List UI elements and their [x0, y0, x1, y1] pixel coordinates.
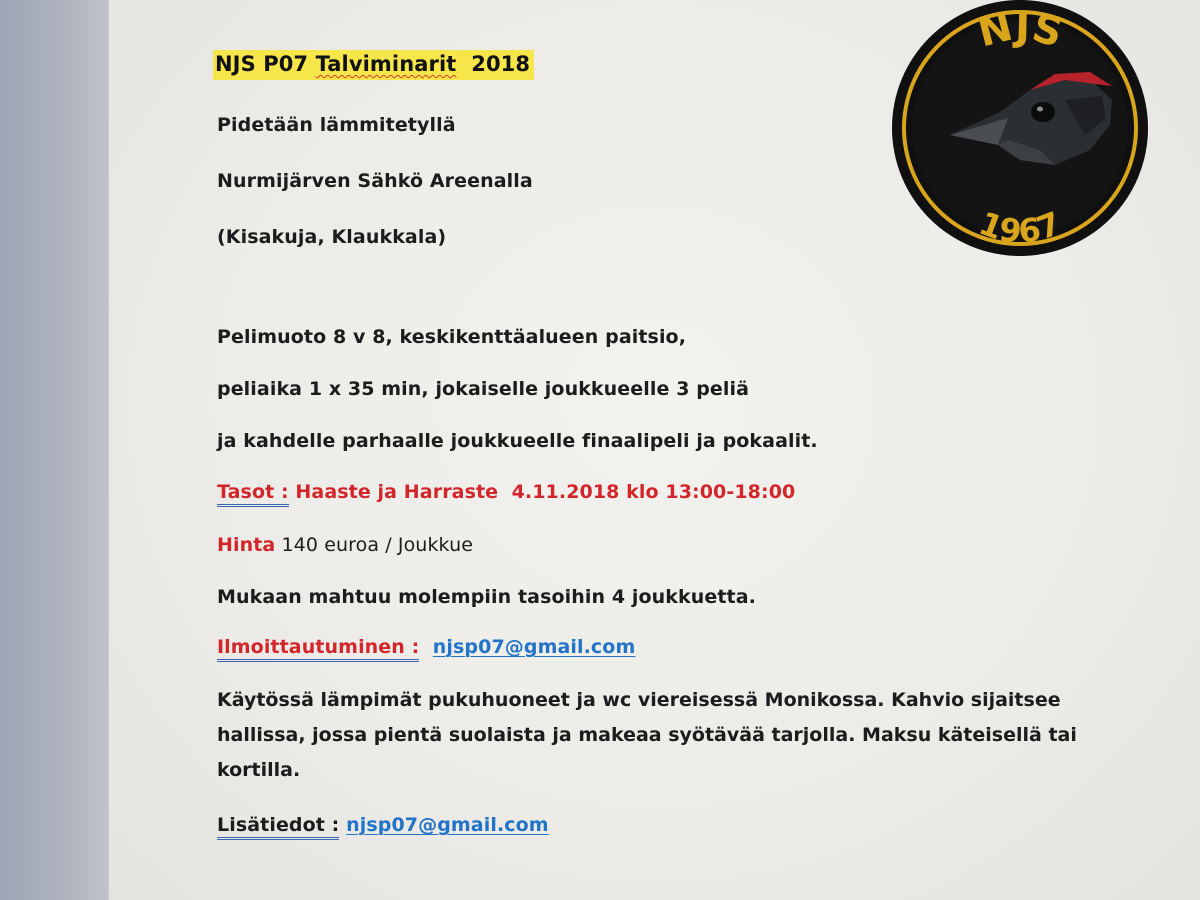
rules-line-1: Pelimuoto 8 v 8, keskikenttäalueen paitsio, — [217, 326, 687, 348]
rules-line-2: peliaika 1 x 35 min, jokaiselle joukkueelle 3 peliä — [217, 378, 750, 400]
title-year: 2018 — [456, 52, 531, 76]
info-line — [217, 814, 549, 836]
njs-club-logo — [880, 0, 1160, 260]
rules-line-3: ja kahdelle parhaalle joukkueelle finaalipeli ja pokaalit. — [217, 430, 818, 452]
signup-email-link[interactable]: njsp07@gmail.com — [432, 636, 636, 658]
price-label: Hinta — [217, 534, 276, 556]
levels-label: Tasot : — [217, 481, 289, 507]
venue-line-2: Nurmijärven Sähkö Areenalla — [217, 170, 533, 192]
logo-text-bottom: 1967 — [974, 203, 1066, 251]
signup-line — [217, 636, 635, 658]
levels-line — [217, 481, 795, 503]
facilities-paragraph: Käytössä lämpimät pukuhuoneet ja wc viereisessä Monikossa. Kahvio sijaitsee hallissa, jossa pientä suolaista ja makeaa syötävää tarjolla. Maksu käteisellä tai kortilla. — [217, 689, 1077, 781]
levels-value: Haaste ja Harraste 4.11.2018 klo 13:00-18:00 — [288, 481, 796, 503]
info-email-link[interactable]: njsp07@gmail.com — [346, 814, 549, 836]
venue-line-3: (Kisakuja, Klaukkala) — [217, 226, 447, 248]
document-title — [213, 50, 534, 80]
info-label: Lisätiedot : — [217, 814, 339, 840]
price-line — [217, 534, 473, 556]
screen-bezel-left — [0, 0, 108, 900]
title-prefix: NJS P07 — [215, 52, 316, 76]
venue-line-1: Pidetään lämmitetyllä — [217, 114, 456, 136]
title-word: Talviminarit — [315, 52, 457, 76]
capacity-line: Mukaan mahtuu molempiin tasoihin 4 joukkuetta. — [217, 586, 756, 608]
signup-label: Ilmoittautuminen : — [217, 636, 419, 662]
logo-text-top: NJS — [973, 3, 1068, 57]
price-value: 140 euroa / Joukkue — [275, 534, 473, 556]
